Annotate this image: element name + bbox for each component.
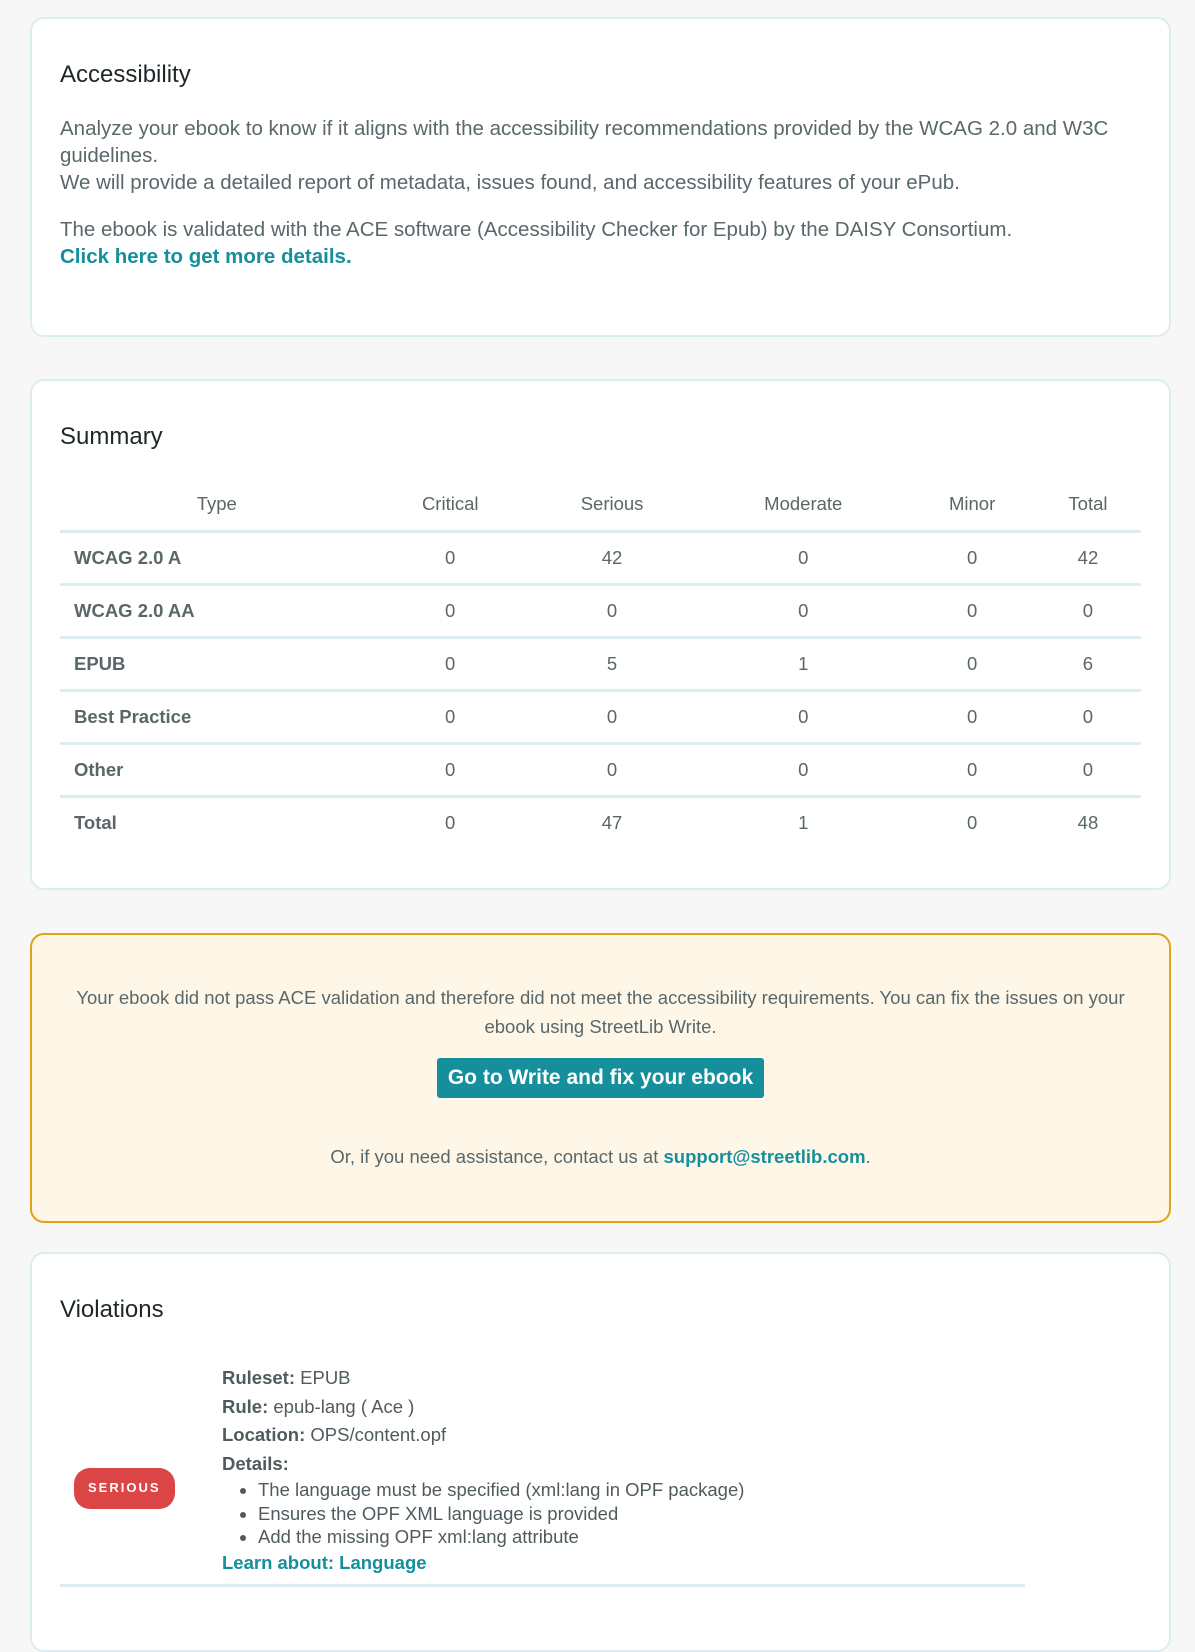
cell-value: 0 <box>527 584 697 637</box>
severity-badge: SERIOUS <box>74 1468 175 1509</box>
detail-item: • The language must be specified (xml:lang in OPF package) <box>258 1478 1141 1502</box>
location-value: OPS/content.opf <box>310 1424 447 1445</box>
column-header: Moderate <box>697 479 909 531</box>
contact-suffix: . <box>865 1146 871 1167</box>
contact-prefix: Or, if you need assistance, contact us at <box>330 1146 664 1167</box>
go-to-write-button[interactable]: Go to Write and fix your ebook <box>437 1058 764 1098</box>
ruleset-label: Ruleset: <box>222 1367 295 1388</box>
cell-value: 0 <box>909 637 1035 690</box>
cell-value: 0 <box>445 812 456 834</box>
ace-text: The ebook is validated with the ACE software (Accessibility Checker for Epub) by the DAISY Consortium. <box>60 218 1013 241</box>
cell-value: 1 <box>697 637 909 690</box>
cell-value: 0 <box>966 812 978 834</box>
summary-title: Summary <box>60 423 163 450</box>
intro-text-2: We will provide a detailed report of metadata, issues found, and accessibility features of your ePub. <box>60 171 960 194</box>
cell-value: 0 <box>373 637 526 690</box>
details-list <box>258 1478 1141 1549</box>
detail-item: • Ensures the OPF XML language is provided <box>258 1502 1141 1526</box>
cell-value: 0 <box>909 743 1035 796</box>
table-row <box>60 796 1141 849</box>
violations-title: Violations <box>60 1296 164 1323</box>
learn-about-link[interactable]: Learn about: Language <box>222 1551 427 1573</box>
row-type: WCAG 2.0 AA <box>60 584 373 637</box>
table-row <box>60 531 1141 584</box>
details-label: Details: <box>222 1452 289 1474</box>
column-header: Total <box>1035 479 1141 531</box>
detail-item: • Add the missing OPF xml:lang attribute <box>258 1525 1141 1549</box>
cell-value: 0 <box>373 531 526 584</box>
table-row <box>60 690 1141 743</box>
cell-value: 0 <box>1035 690 1141 743</box>
row-type: EPUB <box>60 637 373 690</box>
cell-value: 6 <box>1035 637 1141 690</box>
cell-value: 0 <box>527 690 697 743</box>
violations-card <box>30 1252 1171 1652</box>
cell-value: 0 <box>909 690 1035 743</box>
cell-value: 0 <box>909 584 1035 637</box>
cell-value: 48 <box>1077 812 1099 834</box>
cell-value: 0 <box>373 584 526 637</box>
cell-value: 5 <box>527 637 697 690</box>
table-row <box>60 637 1141 690</box>
alert-message: Your ebook did not pass ACE validation and therefore did not meet the accessibility requirements. You can fix the issues on your ebook using StreetLib Write. <box>76 987 1125 1037</box>
column-header: Serious <box>527 479 697 531</box>
cell-value: 47 <box>601 812 623 834</box>
accessibility-title: Accessibility <box>60 61 191 88</box>
cell-value: 1 <box>798 812 809 834</box>
cell-value: 0 <box>697 690 909 743</box>
rule-value: epub-lang ( Ace ) <box>273 1395 415 1417</box>
location-label: Location: <box>222 1424 306 1445</box>
row-type: WCAG 2.0 A <box>60 531 373 584</box>
cell-value: 0 <box>373 690 526 743</box>
row-type: Other <box>60 743 373 796</box>
rule-label: Rule: <box>222 1395 269 1417</box>
table-row <box>60 584 1141 637</box>
cell-value: 42 <box>1035 531 1141 584</box>
accessibility-card <box>30 17 1171 337</box>
intro-text-1: Analyze your ebook to know if it aligns with the accessibility recommendations provided by the WCAG 2.0 and W3C guidelines. <box>60 117 1109 167</box>
cell-value: 0 <box>697 531 909 584</box>
cell-value: 0 <box>373 743 526 796</box>
cell-value: 0 <box>1035 743 1141 796</box>
more-details-link[interactable]: Click here to get more details. <box>60 245 352 268</box>
support-email-link[interactable]: support@streetlib.com <box>663 1146 866 1167</box>
ruleset-value: EPUB <box>300 1367 351 1388</box>
summary-table <box>60 479 1141 849</box>
row-type: Total <box>74 812 117 834</box>
column-header: Critical <box>373 479 526 531</box>
violation-item <box>60 1364 1141 1577</box>
column-header: Minor <box>909 479 1035 531</box>
contact-text <box>32 1146 1169 1168</box>
cell-value: 0 <box>697 743 909 796</box>
row-type: Best Practice <box>60 690 373 743</box>
cell-value: 0 <box>909 531 1035 584</box>
table-row <box>60 743 1141 796</box>
cell-value: 0 <box>697 584 909 637</box>
column-header: Type <box>60 479 373 531</box>
cell-value: 42 <box>527 531 697 584</box>
cell-value: 0 <box>527 743 697 796</box>
cell-value: 0 <box>1035 584 1141 637</box>
divider <box>60 1584 1025 1587</box>
validation-failed-alert <box>30 933 1171 1223</box>
summary-card <box>30 379 1171 890</box>
